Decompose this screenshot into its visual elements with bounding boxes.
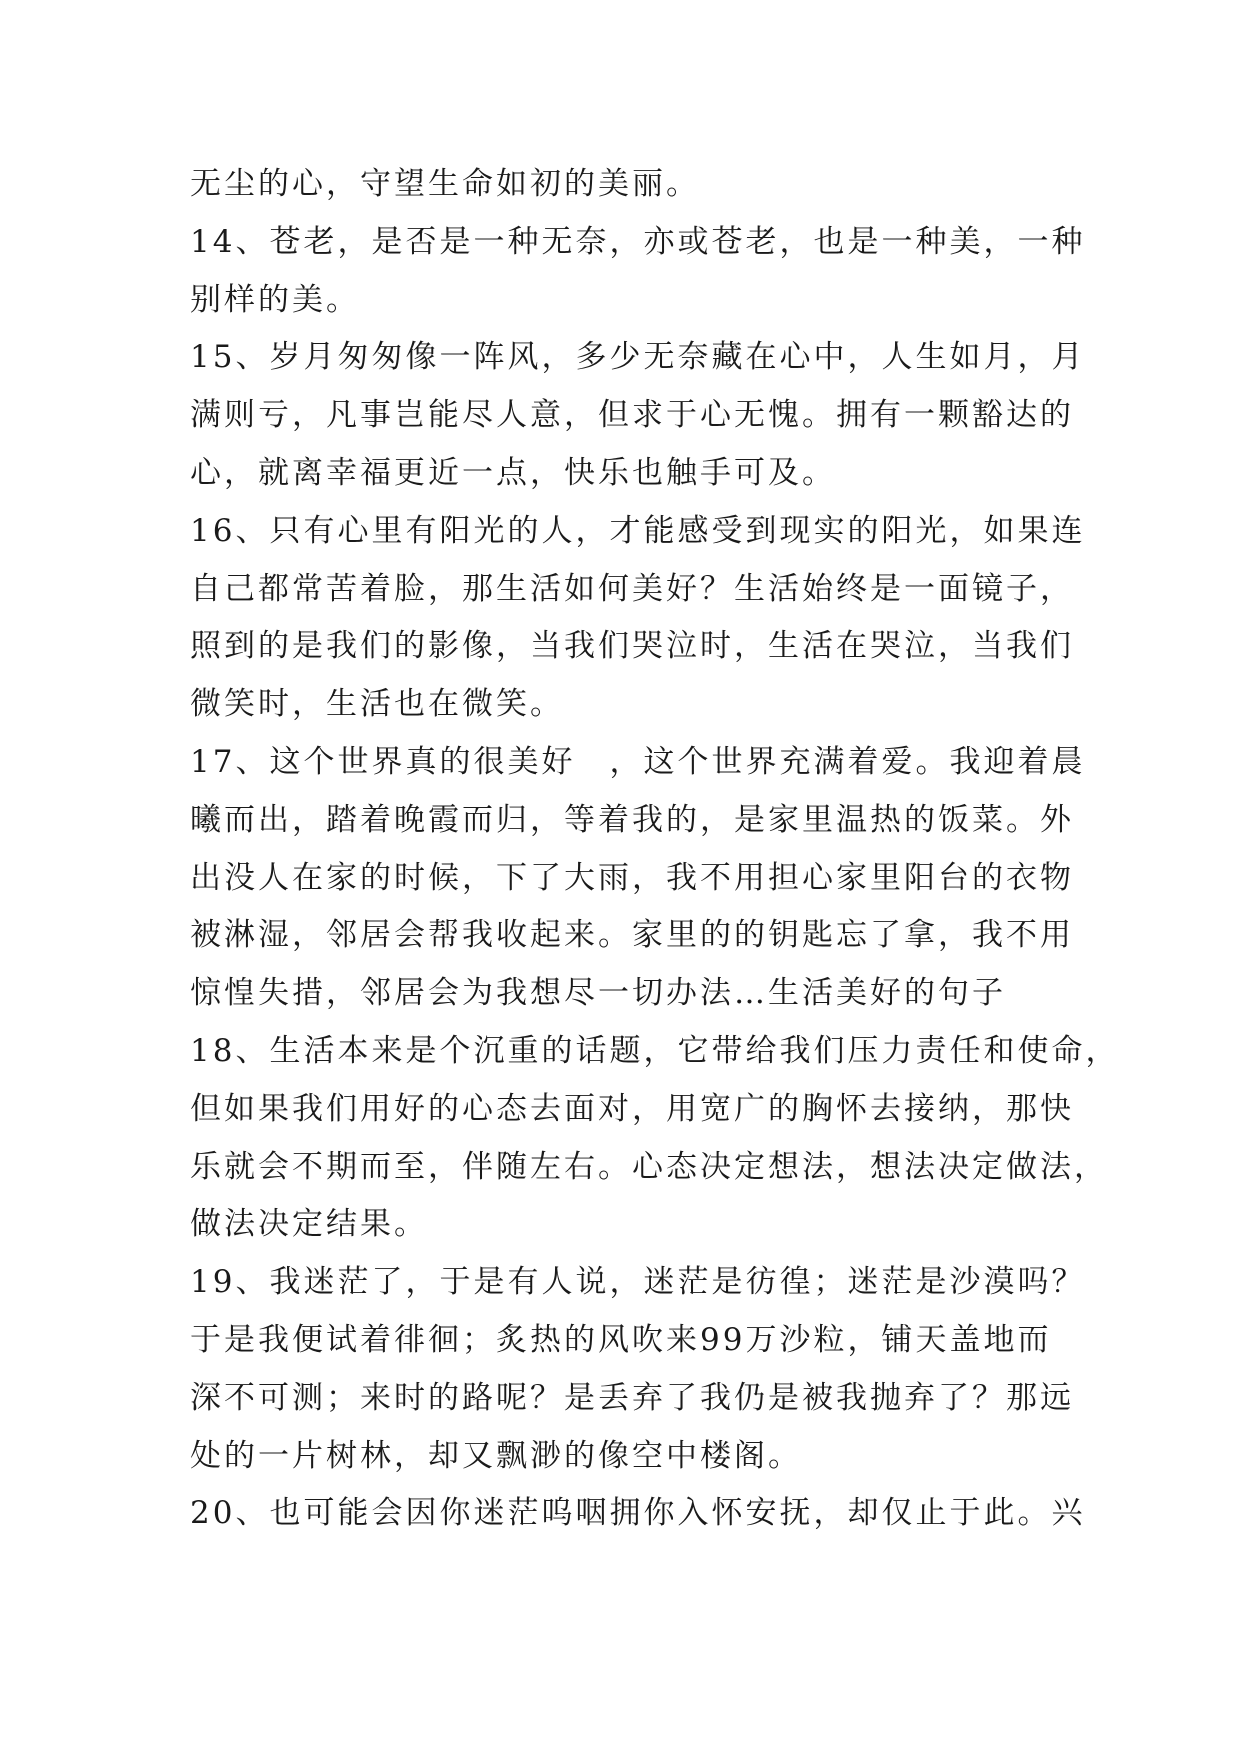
text-line: 出没人在家的时候，下了大雨，我不用担心家里阳台的衣物 [190, 859, 1074, 896]
text-line: 处的一片树林，却又飘渺的像空中楼阁。 [190, 1437, 802, 1474]
text-line: 20、也可能会因你迷茫呜咽拥你入怀安抚，却仅止于此。兴 [190, 1495, 1086, 1532]
text-line: 19、我迷茫了，于是有人说，迷茫是彷徨；迷茫是沙漠吗？ [190, 1264, 1086, 1301]
text-line: 但如果我们用好的心态去面对，用宽广的胸怀去接纳，那快 [190, 1090, 1074, 1127]
text-line: 14、苍老，是否是一种无奈，亦或苍老，也是一种美，一种 [190, 223, 1086, 260]
document-body [190, 156, 1120, 1543]
text-line: 于是我便试着徘徊；炙热的风吹来99万沙粒，铺天盖地而 [190, 1321, 1052, 1358]
text-line: 自己都常苦着脸，那生活如何美好？生活始终是一面镜子， [190, 570, 1074, 607]
text-line: 别样的美。 [190, 281, 360, 318]
text-line: 17、这个世界真的很美好 ，这个世界充满着爱。我迎着晨 [190, 743, 1086, 780]
text-line: 无尘的心，守望生命如初的美丽。 [190, 166, 700, 202]
text-line: 15、岁月匆匆像一阵风，多少无奈藏在心中，人生如月，月 [190, 339, 1086, 376]
text-line: 18、生活本来是个沉重的话题，它带给我们压力责任和使命， [190, 1032, 1120, 1069]
text-line: 乐就会不期而至，伴随左右。心态决定想法，想法决定做法， [190, 1148, 1108, 1185]
text-line: 16、只有心里有阳光的人，才能感受到现实的阳光，如果连 [190, 512, 1086, 549]
text-line: 曦而出，踏着晚霞而归，等着我的，是家里温热的饭菜。外 [190, 801, 1074, 838]
text-line: 微笑时，生活也在微笑。 [190, 686, 564, 723]
text-line: 满则亏，凡事岂能尽人意，但求于心无愧。拥有一颗豁达的 [190, 397, 1074, 434]
text-line: 心，就离幸福更近一点，快乐也触手可及。 [190, 454, 836, 491]
text-line: 被淋湿，邻居会帮我收起来。家里的的钥匙忘了拿，我不用 [190, 917, 1074, 954]
text-line: 做法决定结果。 [190, 1206, 428, 1243]
text-line: 深不可测；来时的路呢？是丢弃了我仍是被我抛弃了？那远 [190, 1379, 1074, 1416]
text-line: 照到的是我们的影像，当我们哭泣时，生活在哭泣，当我们 [190, 628, 1074, 665]
text-line: 惊惶失措，邻居会为我想尽一切办法…生活美好的句子 [190, 975, 1006, 1012]
